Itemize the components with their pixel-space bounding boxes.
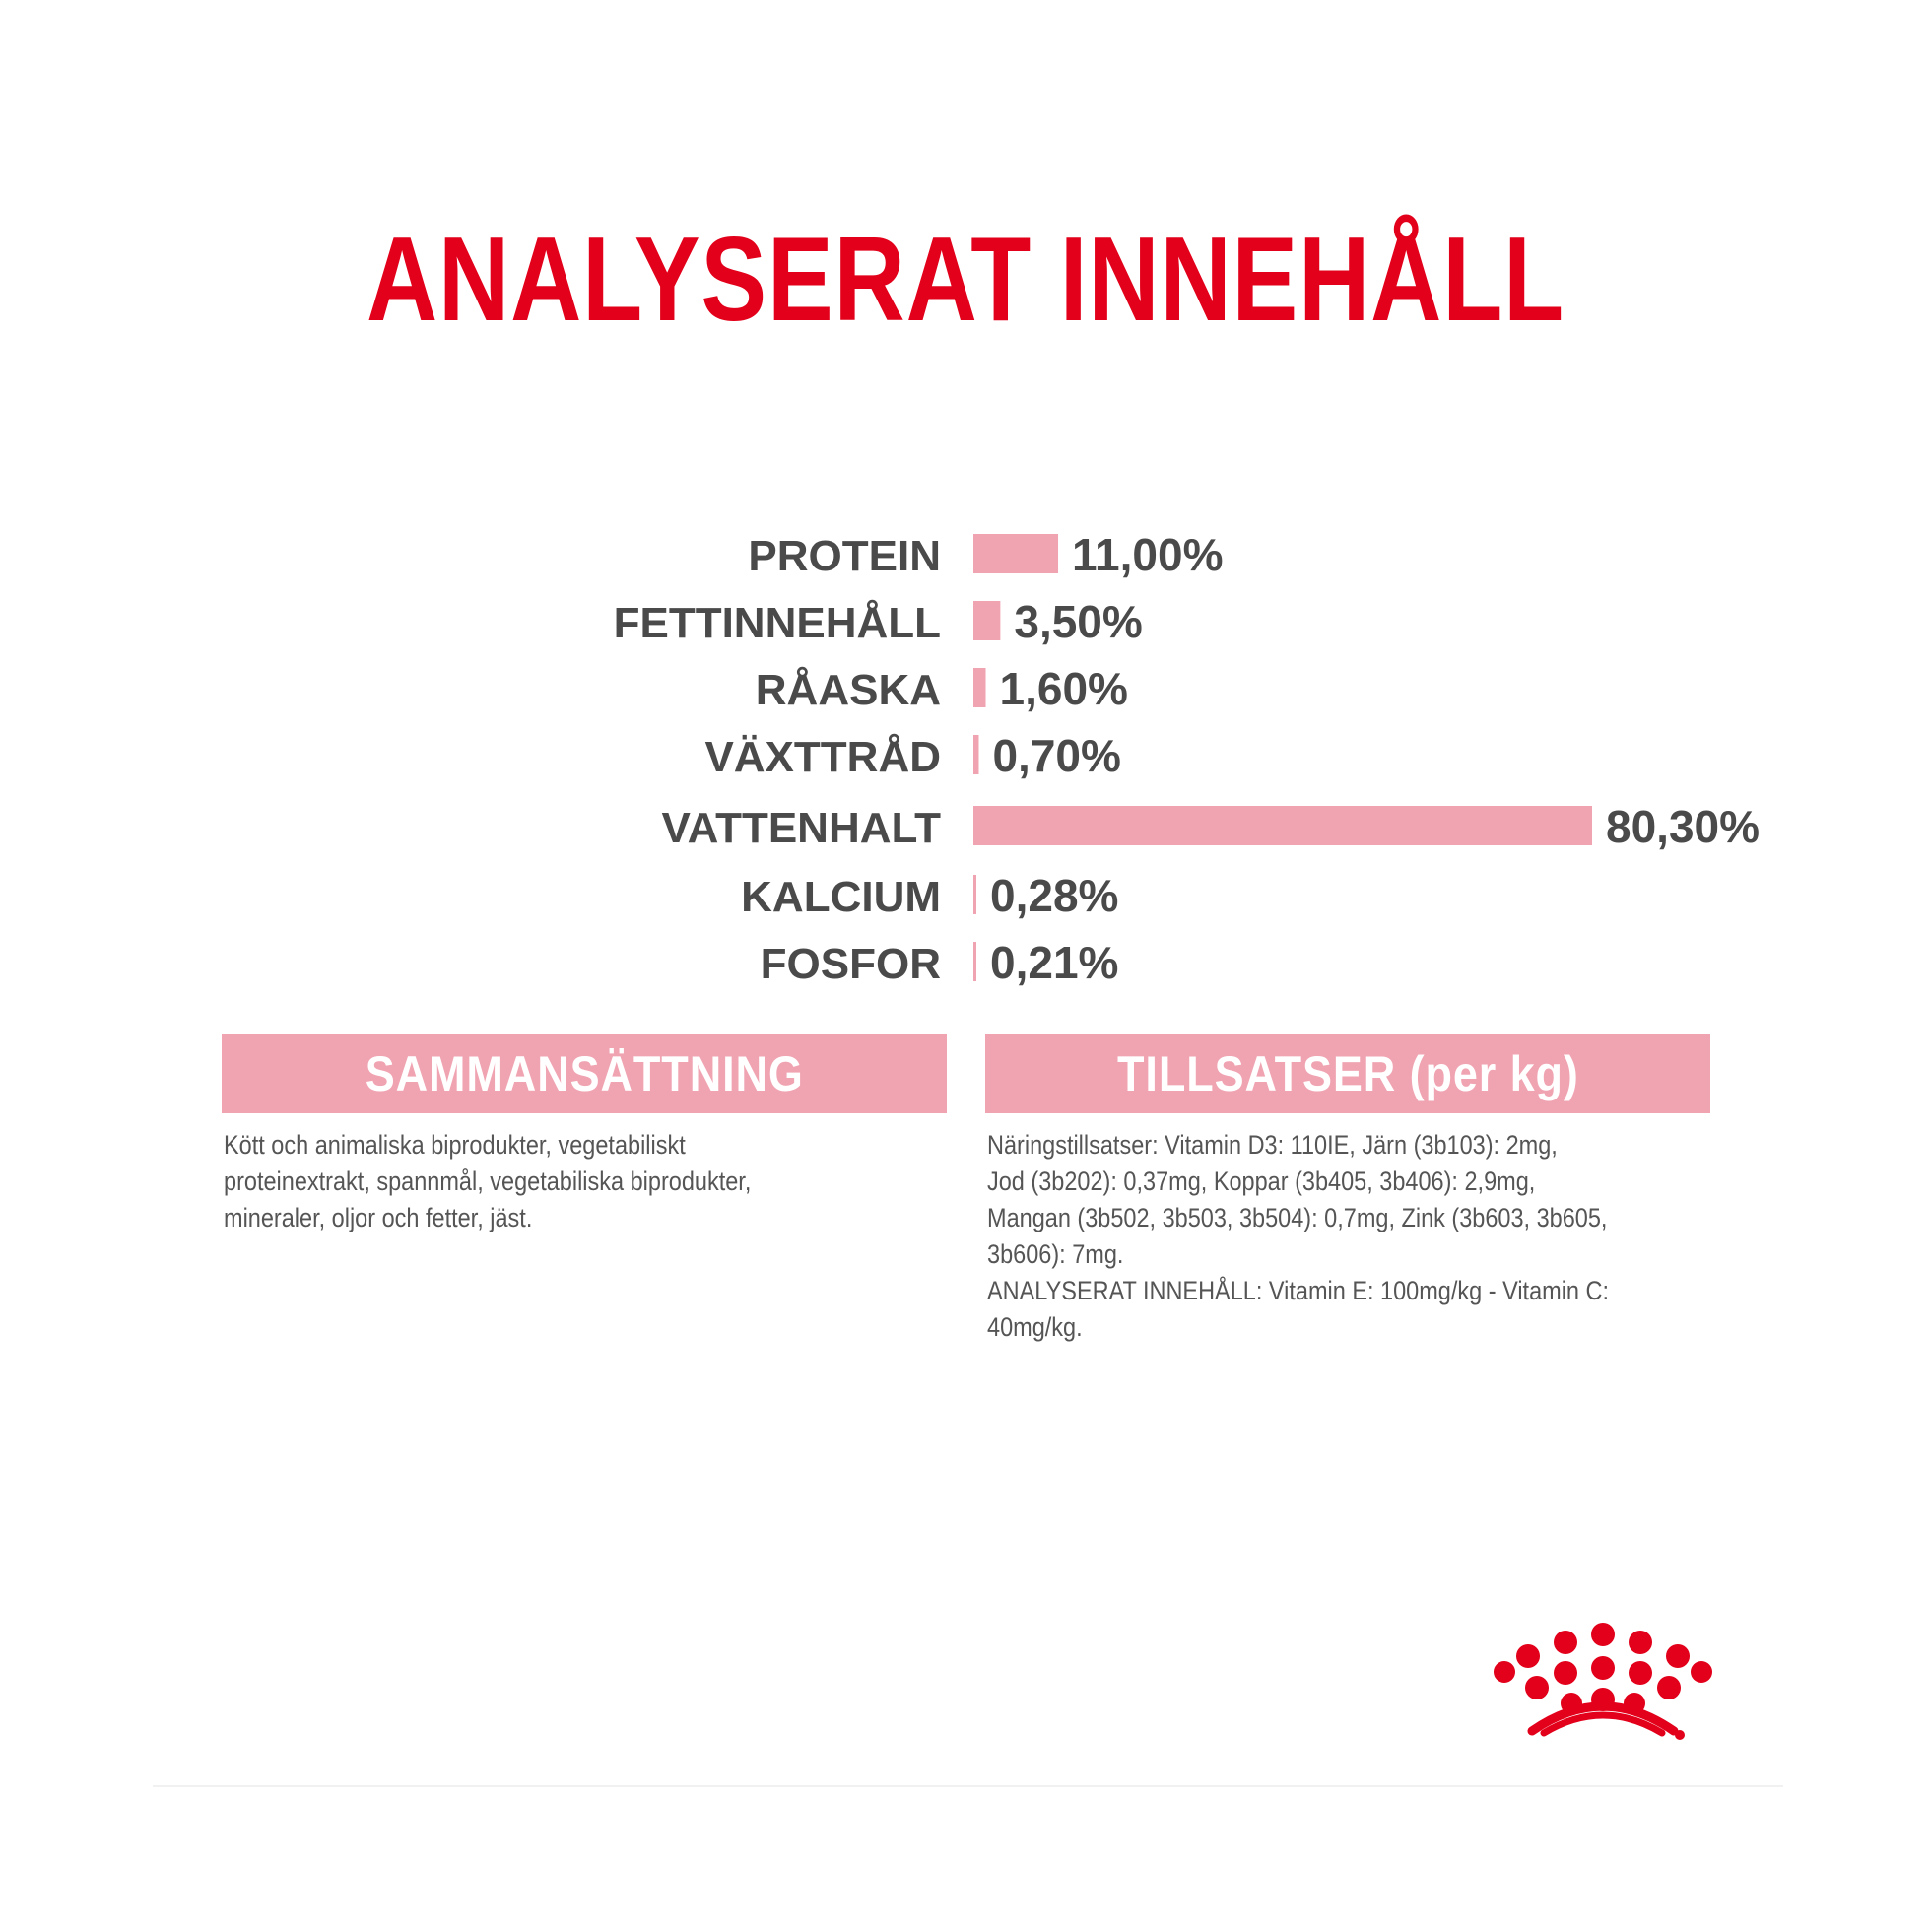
- bar: [973, 534, 1058, 573]
- bar-value-label: 0,28%: [990, 870, 1119, 921]
- royal-canin-crown-icon: [1493, 1621, 1714, 1749]
- additives-panel: [985, 1034, 1710, 1346]
- bar: [973, 601, 1000, 640]
- bar-value-label: 3,50%: [1014, 596, 1143, 647]
- bar-label: VÄXTTRÅD: [704, 733, 941, 781]
- bar-value-label: 11,00%: [1072, 529, 1224, 580]
- composition-panel: [222, 1034, 947, 1236]
- page-title: ANALYSERAT INNEHÅLL: [366, 212, 1565, 346]
- additives-header: [985, 1034, 1710, 1113]
- bottom-divider: [153, 1785, 1783, 1787]
- bar-label: RÅASKA: [755, 666, 941, 714]
- nutrient-bar-chart: [0, 512, 1931, 1005]
- bar: [973, 806, 1592, 845]
- bar-value-label: 0,21%: [990, 937, 1119, 988]
- bar: [973, 668, 986, 707]
- composition-header-label: SAMMANSÄTTNING: [365, 1046, 804, 1101]
- bar-value-label: 1,60%: [999, 663, 1128, 714]
- bar-label: PROTEIN: [748, 532, 941, 580]
- composition-header: [222, 1034, 947, 1113]
- bar-label: VATTENHALT: [661, 804, 941, 852]
- bar: [973, 942, 976, 981]
- bar: [973, 735, 978, 774]
- bar-label: FOSFOR: [760, 940, 941, 988]
- bar-label: KALCIUM: [741, 873, 941, 921]
- bar: [973, 875, 976, 914]
- composition-text: Kött och animaliska biprodukter, vegetabiliskt proteinextrakt, spannmål, vegetabiliska biprodukter, mineraler, oljor och fetter, jäst.: [224, 1130, 752, 1232]
- bar-value-label: 0,70%: [992, 730, 1121, 781]
- bar-label: FETTINNEHÅLL: [613, 599, 941, 647]
- additives-text: Näringstillsatser: Vitamin D3: 110IE, Järn (3b103): 2mg, Jod (3b202): 0,37mg, Koppar (3b405, 3b406): 2,9mg, Mangan (3b502, 3b503, 3b504): 0,7mg, Zink (3b603, 3b605, 3b606): 7mg. ANALYSERAT INNEHÅLL: Vitamin E: 100mg/kg - Vitamin C: 40mg/kg.: [987, 1130, 1610, 1342]
- bar-value-label: 80,30%: [1606, 801, 1761, 852]
- additives-header-label: TILLSATSER (per kg): [1116, 1046, 1579, 1101]
